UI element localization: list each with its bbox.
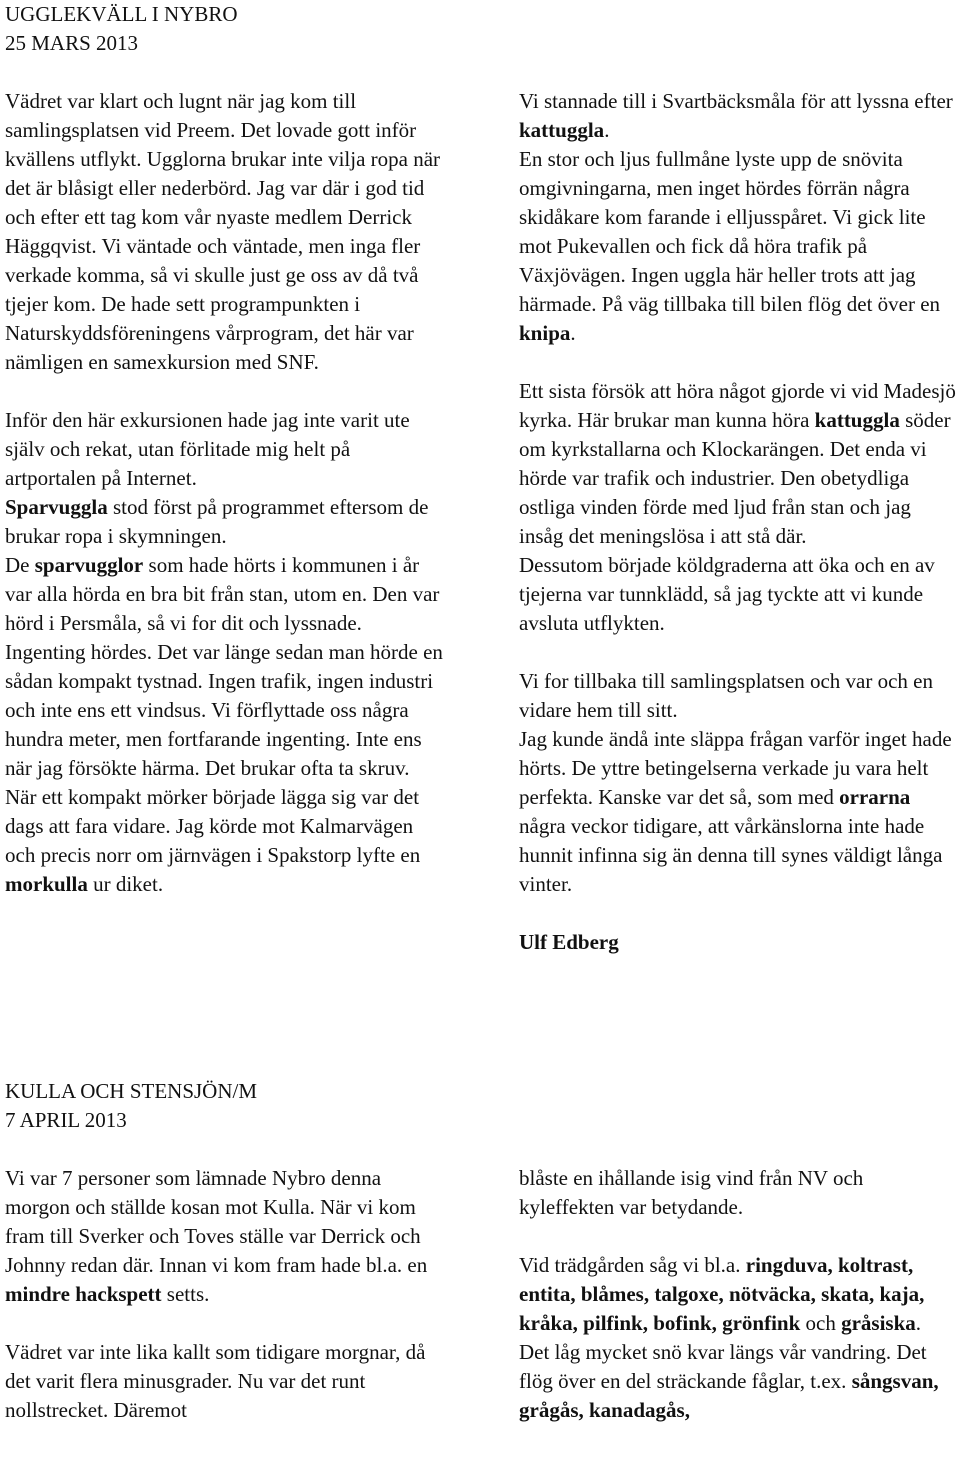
paragraph: Dessutom började köldgraderna att öka och en av tjejerna var tunnklädd, så jag tyckte att vi kunde avsluta utflykten. xyxy=(519,553,935,635)
article-column-left xyxy=(5,1164,445,1425)
paragraph: Vi var 7 personer som lämnade Nybro denna morgon och ställde kosan mot Kulla. När vi kom fram till Sverker och Toves ställe var Derrick och Johnny redan där. Innan vi kom fram hade bl.a. en mindre hackspett setts. xyxy=(5,1166,428,1306)
species-name: kattuggla xyxy=(814,408,900,432)
paragraph: När ett kompakt mörker började lägga sig var det dags att fara vidare. Jag körde mot Kalmarvägen och precis norr om järnvägen i Spakstorp lyfte en morkulla ur diket. xyxy=(5,785,421,896)
species-name: gråsiska xyxy=(841,1311,916,1335)
section-title: UGGLEKVÄLL I NYBRO xyxy=(5,2,238,26)
species-list: ringduva, koltrast, entita, blåmes, talgoxe, nötväcka, skata, kaja, kråka, pilfink, bofink, grönfink xyxy=(519,1253,925,1335)
section-heading xyxy=(5,0,238,58)
paragraph: Sparvuggla stod först på programmet eftersom de brukar ropa i skymningen. xyxy=(5,495,429,548)
article-column-left xyxy=(5,87,445,899)
species-name: Sparvuggla xyxy=(5,495,108,519)
species-name: mindre hackspett xyxy=(5,1282,162,1306)
paragraph: Vädret var klart och lugnt när jag kom till samlingsplatsen vid Preem. Det lovade gott inför kvällens utflykt. Ugglorna brukar inte vilja ropa när det är blåsigt eller nederbörd. Jag var där i god tid och efter ett tag kom vår nyaste medlem Derrick Häggqvist. Vi väntade och väntade, men inga fler verkade komma, så vi skulle just ge oss av då två tjejer kom. De hade sett programpunkten i Naturskyddsföreningens vårprogram, det här var nämligen en samexkursion med SNF. xyxy=(5,89,441,374)
paragraph: Ett sista försök att höra något gjorde vi vid Madesjö kyrka. Här brukar man kunna höra kattuggla söder om kyrkstallarna och Klockarängen. Det enda vi hörde var trafik och industrier. Den obetydliga ostliga vinden förde med ljud från stan och jag insåg det meningslösa i att stå där. xyxy=(519,379,956,548)
section-date: 7 APRIL 2013 xyxy=(5,1108,127,1132)
section-title: KULLA OCH STENSJÖN/M xyxy=(5,1079,258,1103)
paragraph-spacer xyxy=(5,377,445,406)
species-name: kattuggla xyxy=(519,118,605,142)
paragraph: Vädret var inte lika kallt som tidigare morgnar, då det varit flera minusgrader. Nu var det runt nollstrecket. Däremot xyxy=(5,1340,426,1422)
paragraph: Det låg mycket snö kvar längs vår vandring. Det flög över en del sträckande fåglar, t.ex. sångsvan, grågås, kanadagås, xyxy=(519,1340,939,1422)
paragraph: blåste en ihållande isig vind från NV och kyleffekten var betydande. xyxy=(519,1166,864,1219)
species-name: knipa xyxy=(519,321,571,345)
paragraph-spacer xyxy=(519,638,960,667)
paragraph: Vi for tillbaka till samlingsplatsen och var och en vidare hem till sitt. xyxy=(519,669,933,722)
paragraph: Vi stannade till i Svartbäcksmåla för att lyssna efter kattuggla. xyxy=(519,89,953,142)
paragraph: De sparvugglor som hade hörts i kommunen i år var alla hörda en bra bit från stan, utom en. Den var hörd i Persmåla, så vi for dit och lyssnade. Ingenting hördes. Det var länge sedan man hörde en sådan kompakt tystnad. Ingen trafik, ingen industri och inte ens ett vindsus. Vi förflyttade oss några hundra meter, men fortfarande ingenting. Inte ens när jag försökte härma. Det brukar ofta ta skruv. xyxy=(5,553,443,780)
paragraph-spacer xyxy=(519,348,960,377)
paragraph-spacer xyxy=(519,1222,960,1251)
paragraph: Inför den här exkursionen hade jag inte varit ute själv och rekat, utan förlitade mig helt på artportalen på Internet. xyxy=(5,408,410,490)
species-name: orrarna xyxy=(839,785,911,809)
paragraph-spacer xyxy=(519,899,960,928)
paragraph: Vid trädgården såg vi bl.a. ringduva, koltrast, entita, blåmes, talgoxe, nötväcka, skata, kaja, kråka, pilfink, bofink, grönfink och gråsiska. xyxy=(519,1253,925,1335)
paragraph: Jag kunde ändå inte släppa frågan varför inget hade hörts. De yttre betingelserna verkade ju vara helt perfekta. Kanske var det så, som med orrarna några veckor tidigare, att vårkänslorna inte hade hunnit infinna sig än denna till synes väldigt långa vinter. xyxy=(519,727,952,896)
paragraph-spacer xyxy=(5,1309,445,1338)
article-column-right xyxy=(519,1164,960,1425)
species-list: sångsvan, grågås, kanadagås, xyxy=(519,1369,939,1422)
species-name: sparvugglor xyxy=(34,553,144,577)
author-signature: Ulf Edberg xyxy=(519,930,619,954)
article-column-right xyxy=(519,87,960,957)
species-name: morkulla xyxy=(5,872,88,896)
section-heading xyxy=(5,1077,257,1135)
paragraph: En stor och ljus fullmåne lyste upp de snövita omgivningarna, men inget hördes förrän några skidåkare kom farande i elljusspåret. Vi gick lite mot Pukevallen och fick då höra trafik på Växjövägen. Ingen uggla här heller trots att jag härmade. På väg tillbaka till bilen flög det över en knipa. xyxy=(519,147,941,345)
section-date: 25 MARS 2013 xyxy=(5,31,139,55)
